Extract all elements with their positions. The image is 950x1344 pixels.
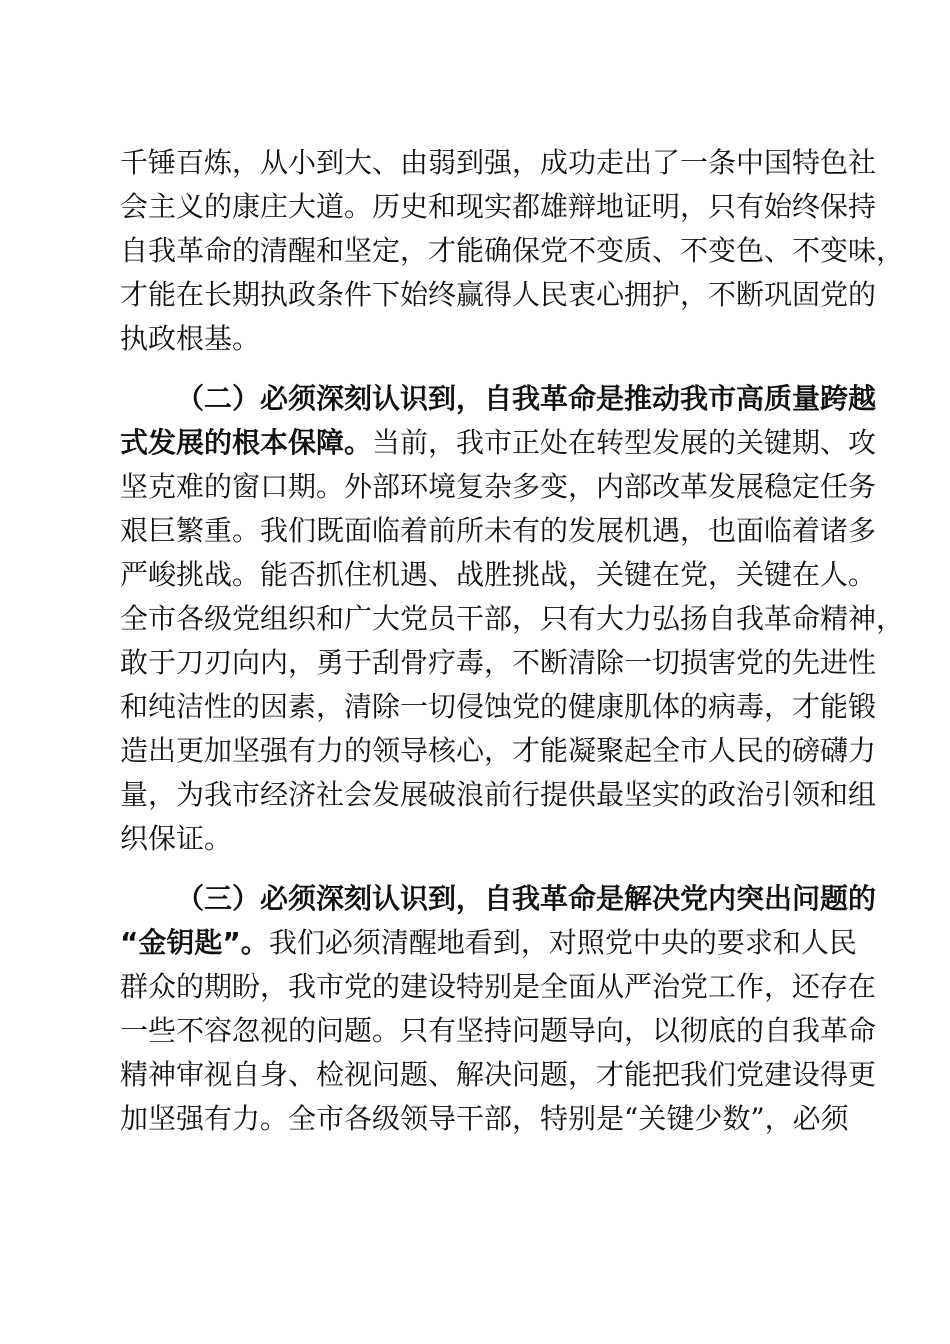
section-heading-3-cont: “金钥匙”。 <box>120 926 269 959</box>
section-heading-2: （二）必须深刻认识到，自我革命是推动我市高质量跨越 <box>176 382 877 415</box>
text-line: 加坚强有力。全市各级领导干部，特别是“关键少数”，必须 <box>120 1102 849 1135</box>
text-line: 精神审视自身、检视问题、解决问题，才能把我们党建设得更 <box>120 1058 877 1091</box>
paragraph-3 <box>120 877 877 1141</box>
text-line: 自我革命的清醒和坚定，才能确保党不变质、不变色、不变味， <box>120 234 905 267</box>
text-line: 量，为我市经济社会发展破浪前行提供最坚实的政治引领和组 <box>120 778 877 811</box>
heading-line <box>120 877 877 921</box>
text-line <box>120 421 877 465</box>
paragraph-gap <box>120 361 834 377</box>
text-line: 一些不容忽视的问题。只有坚持问题导向，以彻底的自我革命 <box>120 1014 877 1047</box>
text-line: 执政根基。 <box>120 322 261 355</box>
text-run: 我们必须清醒地看到，对照党中央的要求和人民 <box>268 926 857 959</box>
section-heading-3: （三）必须深刻认识到，自我革命是解决党内突出问题的 <box>176 882 877 915</box>
text-line: 织保证。 <box>120 822 233 855</box>
heading-line <box>120 377 877 421</box>
document-body <box>120 141 905 1141</box>
text-line: 造出更加坚强有力的领导核心，才能凝聚起全市人民的磅礴力 <box>120 734 877 767</box>
text-line <box>120 921 857 965</box>
text-line: 和纯洁性的因素，清除一切侵蚀党的健康肌体的病毒，才能锻 <box>120 690 877 723</box>
text-line: 会主义的康庄大道。历史和现实都雄辩地证明，只有始终保持 <box>120 190 877 223</box>
text-line: 敢于刀刃向内，勇于刮骨疗毒，不断清除一切损害党的先进性 <box>120 646 877 679</box>
text-line: 才能在长期执政条件下始终赢得人民衷心拥护，不断巩固党的 <box>120 278 877 311</box>
paragraph-1 <box>120 141 905 361</box>
text-line: 群众的期盼，我市党的建设特别是全面从严治党工作，还存在 <box>120 970 877 1003</box>
text-line: 全市各级党组织和广大党员干部，只有大力弘扬自我革命精神， <box>120 602 905 635</box>
text-line: 艰巨繁重。我们既面临着前所未有的发展机遇，也面临着诸多 <box>120 514 877 547</box>
text-line: 坚克难的窗口期。外部环境复杂多变，内部改革发展稳定任务 <box>120 470 877 503</box>
paragraph-2 <box>120 377 905 861</box>
paragraph-gap <box>120 861 834 877</box>
text-line: 千锤百炼，从小到大、由弱到强，成功走出了一条中国特色社 <box>120 146 877 179</box>
section-heading-2-cont: 式发展的根本保障。 <box>120 426 373 459</box>
text-run: 当前，我市正处在转型发展的关键期、攻 <box>372 426 877 459</box>
text-line: 严峻挑战。能否抓住机遇、战胜挑战，关键在党，关键在人。 <box>120 558 877 591</box>
